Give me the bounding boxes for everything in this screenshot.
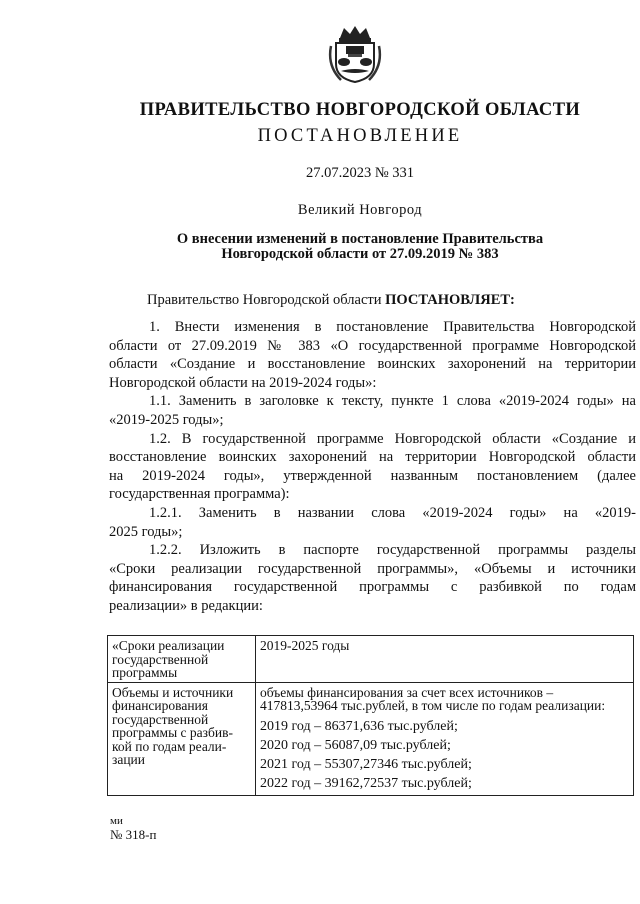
text-line: 1. Внести изменения в постановление Правительства Новгородской (149, 319, 636, 335)
preamble-decree-word: ПОСТАНОВЛЯЕТ: (385, 292, 515, 308)
funding-year: 2019 год – 86371,636 тыс.рублей; (260, 718, 458, 734)
funding-year: 2020 год – 56087,09 тыс.рублей; (260, 737, 451, 753)
table-cell-value: 2019-2025 годы (256, 636, 634, 683)
text-line: реализации» в редакции: (109, 597, 263, 614)
document-type: ПОСТАНОВЛЕНИЕ (257, 126, 463, 146)
table-row (108, 682, 634, 795)
text-line: 1.2. В государственной программе Новгородской области «Создание и (149, 430, 636, 447)
date-number: 27.07.2023 № 331 (305, 165, 415, 181)
novgorod-coat-of-arms-icon (326, 24, 384, 84)
table-row (108, 636, 634, 683)
document-footer (110, 814, 156, 842)
text-line: области от 27.09.2019 № 383 «О государственной программе Новгородской (109, 337, 636, 354)
government-title: ПРАВИТЕЛЬСТВО НОВГОРОДСКОЙ ОБЛАСТИ (139, 100, 581, 120)
text-line: 1.2.1. Заменить в названии слова «2019-2024 годы» на «2019- (149, 504, 636, 521)
subject-line: Новгородской области от 27.09.2019 № 383 (221, 246, 499, 262)
text-line: на 2019-2024 годы», утвержденной названным постановлением (далее (109, 467, 636, 484)
footer-initials: ми (110, 815, 123, 827)
funding-intro: объемы финансирования за счет всех источников – 417813,53964 тыс.рублей, в том числе по годам реализации: (260, 684, 606, 713)
table-cell-label: Объемы и источники финансирования государственной программы с разбив-кой по годам реали-зации (108, 682, 256, 795)
city-name: Великий Новгород (297, 202, 423, 218)
text-line: «Сроки реализации государственной программы», «Объемы и источники (109, 560, 636, 577)
document-subject (0, 232, 640, 262)
funding-year: 2021 год – 55307,27346 тыс.рублей; (260, 756, 472, 772)
paragraph-1 (109, 318, 636, 616)
preamble (109, 291, 636, 310)
text-line: Новгородской области на 2019-2024 годы»: (109, 374, 377, 391)
text-line: восстановление воинских захоронений на территории Новгородской области (109, 449, 636, 466)
funding-year: 2022 год – 39162,72537 тыс.рублей; (260, 775, 472, 791)
program-passport-table (107, 635, 634, 796)
footer-number: № 318-п (110, 827, 157, 842)
text-line: 2025 годы»; (109, 523, 183, 540)
table-cell-value (256, 682, 634, 795)
subject-line: О внесении изменений в постановление Правительства (176, 231, 544, 247)
text-line: 1.1. Заменить в заголовке к тексту, пункте 1 слова «2019-2024 годы» на (149, 393, 636, 410)
text-line: государственная программа): (109, 486, 290, 503)
text-line: «2019-2025 годы»; (109, 411, 224, 428)
text-line: финансирования государственной программы с разбивкой по годам (109, 579, 636, 596)
text-line: области «Создание и восстановление воинских захоронений на территории (109, 356, 636, 373)
preamble-text: Правительство Новгородской области (147, 292, 382, 308)
text-line: 1.2.2. Изложить в паспорте государственной программы разделы (149, 542, 636, 559)
table-cell-label: «Сроки реализации государственной программы (108, 636, 256, 683)
